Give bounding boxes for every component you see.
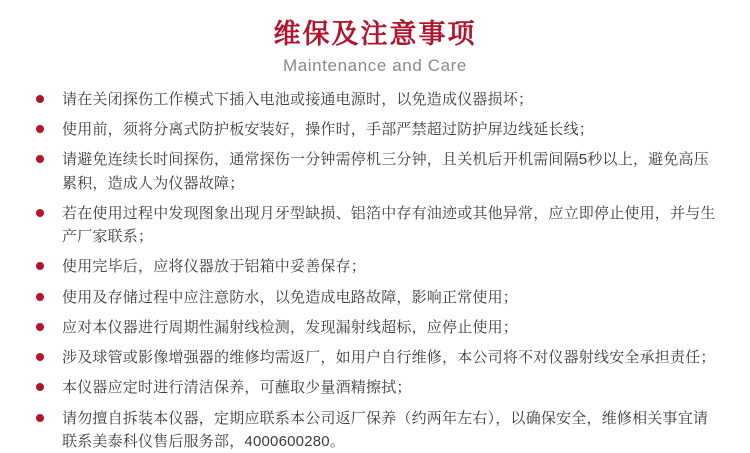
list-item-text: 请避免连续长时间探伤，通常探伤一分钟需停机三分钟，且关机后开机需间隔5秒以上，避免高压累积，造成人为仪器故障； [62, 148, 722, 195]
bullet-icon [36, 125, 44, 133]
page-title-cn: 维保及注意事项 [22, 18, 728, 52]
list-item [30, 346, 722, 369]
list-item-text: 使用及存储过程中应注意防水，以免造成电路故障，影响正常使用； [62, 286, 722, 309]
page-title-en: Maintenance and Care [22, 56, 728, 76]
bullet-icon [36, 293, 44, 301]
list-item [30, 88, 722, 111]
list-item [30, 148, 722, 195]
list-item-text: 若在使用过程中发现图象出现月牙型缺损、铝箔中存有油迹或其他异常，应立即停止使用，并与生产厂家联系； [62, 202, 722, 249]
list-item-text: 使用前，须将分离式防护板安装好，操作时，手部严禁超过防护屏边线延长线； [62, 118, 722, 141]
list-item-text: 请勿擅自拆装本仪器，定期应联系本公司返厂保养（约两年左右），以确保安全，维修相关事宜请联系美泰科仪售后服务部，4000600280。 [62, 407, 722, 453]
list-item [30, 255, 722, 278]
list-item [30, 407, 722, 453]
list-item-text: 应对本仪器进行周期性漏射线检测，发现漏射线超标，应停止使用； [62, 316, 722, 339]
bullet-icon [36, 262, 44, 270]
page-header [22, 18, 728, 76]
list-item [30, 202, 722, 249]
bullet-icon [36, 155, 44, 163]
bullet-icon [36, 383, 44, 391]
list-item-text: 涉及球管或影像增强器的维修均需返厂，如用户自行维修，本公司将不对仪器射线安全承担责任； [62, 346, 722, 369]
list-item [30, 376, 722, 399]
list-item [30, 316, 722, 339]
bullet-icon [36, 209, 44, 217]
list-item [30, 286, 722, 309]
list-item-text: 使用完毕后，应将仪器放于铝箱中妥善保存； [62, 255, 722, 278]
bullet-icon [36, 95, 44, 103]
bullet-icon [36, 323, 44, 331]
list-item-text: 本仪器应定时进行清洁保养，可蘸取少量酒精擦拭； [62, 376, 722, 399]
bullet-icon [36, 414, 44, 422]
maintenance-notes-list [22, 88, 728, 453]
bullet-icon [36, 353, 44, 361]
list-item-text: 请在关闭探伤工作模式下插入电池或接通电源时，以免造成仪器损坏； [62, 88, 722, 111]
list-item [30, 118, 722, 141]
